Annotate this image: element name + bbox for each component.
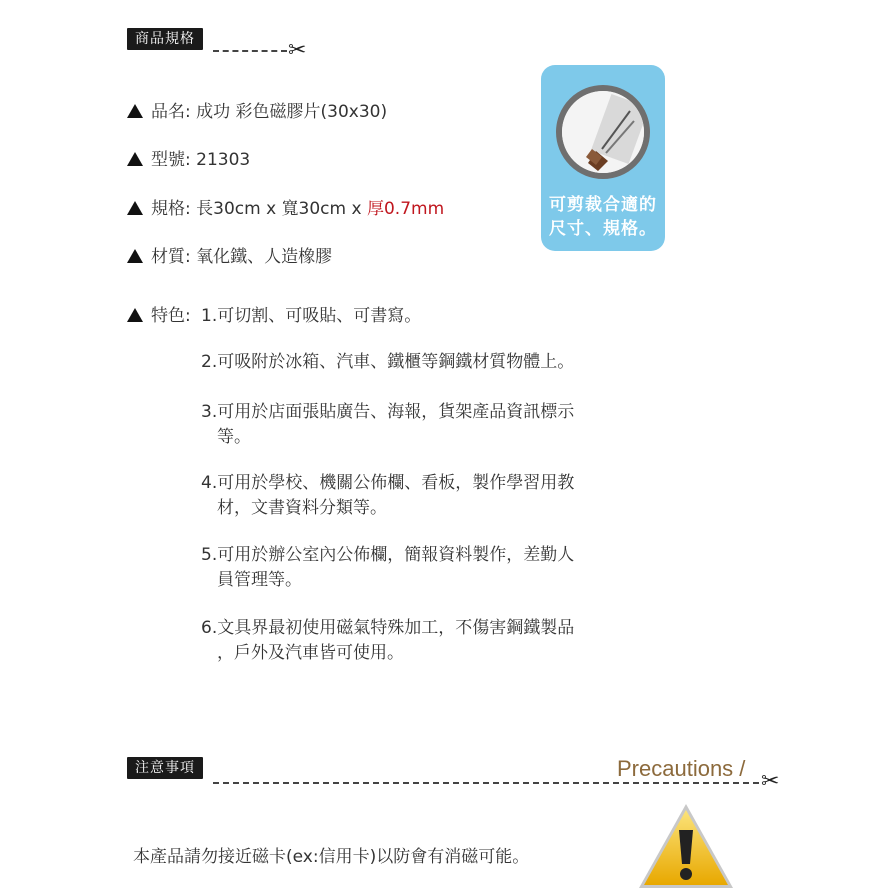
spec-label: 材質:: [151, 247, 191, 267]
triangle-bullet-icon: [127, 104, 143, 118]
spec-label: 規格:: [151, 199, 191, 219]
notice-text: 本產品請勿接近磁卡(ex:信用卡)以防會有消磁可能。: [133, 847, 530, 867]
feature-line: 2.可吸附於冰箱、汽車、鐵櫃等鋼鐵材質物體上。: [201, 352, 575, 372]
spec-value: 長30cm x 寬30cm x: [196, 199, 367, 219]
feature-line-continued: 等。: [217, 427, 251, 447]
spec-item-size: [127, 197, 444, 221]
notice-dashed-line: [213, 782, 759, 784]
spec-label: 型號:: [151, 150, 191, 170]
scissors-cutting-sheet-icon: [556, 85, 650, 179]
feature-item-5: [201, 543, 661, 593]
thickness-highlight: 厚0.7mm: [366, 199, 445, 219]
spec-value: 氧化鐵、人造橡膠: [196, 247, 333, 267]
feature-item-6: [201, 616, 661, 666]
feature-line: 4.可用於學校、機關公佈欄、看板，製作學習用教: [201, 473, 575, 493]
badge-line-2: 尺寸、規格。: [549, 219, 657, 239]
features-label: 特色:: [151, 306, 191, 326]
spec-section-tag: 商品規格: [127, 28, 203, 50]
triangle-bullet-icon: [127, 308, 143, 322]
spec-item-model: [127, 148, 250, 172]
triangle-bullet-icon: [127, 152, 143, 166]
spec-dashed-line: [213, 50, 287, 52]
feature-line-continued: 材，文書資料分類等。: [217, 498, 387, 518]
spec-label: 品名:: [151, 102, 191, 122]
feature-line: 1.可切割、可吸貼、可書寫。: [201, 306, 422, 326]
feature-line-continued: ，戶外及汽車皆可使用。: [217, 643, 404, 663]
spec-value: 成功 彩色磁膠片(30x30): [196, 102, 388, 122]
spec-item-material: [127, 245, 332, 269]
feature-item-3: [201, 400, 661, 450]
scissors-icon: ✂: [288, 38, 307, 63]
feature-line: 6.文具界最初使用磁氣特殊加工，不傷害鋼鐵製品: [201, 618, 575, 638]
feature-item-1: [201, 304, 661, 329]
scissors-icon: ✂: [761, 769, 780, 794]
feature-item-2: [201, 350, 661, 375]
features-heading: [127, 304, 191, 328]
warning-icon: [636, 800, 736, 890]
feature-item-4: [201, 471, 661, 521]
triangle-bullet-icon: [127, 249, 143, 263]
triangle-bullet-icon: [127, 201, 143, 215]
notice-section-tag: 注意事項: [127, 757, 203, 779]
spec-item-name: [127, 100, 387, 124]
cut-to-size-badge: [541, 65, 665, 251]
spec-value: 21303: [196, 150, 251, 170]
precautions-title: Precautions /: [617, 756, 746, 781]
feature-line-continued: 員管理等。: [217, 570, 302, 590]
feature-line: 5.可用於辦公室內公佈欄，簡報資料製作，差勤人: [201, 545, 575, 565]
badge-line-1: 可剪裁合適的: [549, 195, 657, 215]
feature-line: 3.可用於店面張貼廣告、海報，貨架產品資訊標示: [201, 402, 575, 422]
